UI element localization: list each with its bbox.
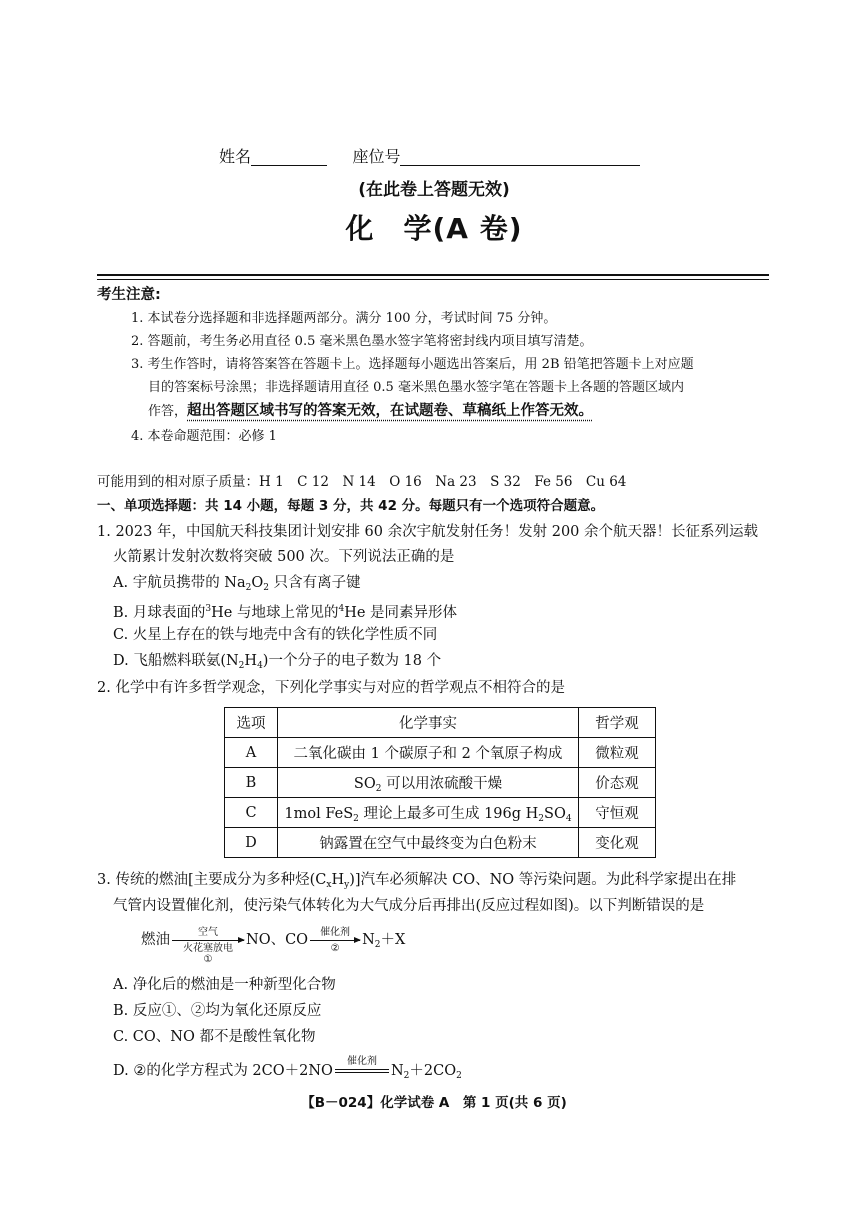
- table-cell: 二氧化碳由 1 个碳原子和 2 个氧原子构成: [278, 738, 579, 768]
- table-cell: 变化观: [579, 828, 656, 858]
- cell-sub: 2: [353, 813, 359, 824]
- equation-catalyst: 催化剂: [346, 1056, 377, 1067]
- cell-text: SO: [544, 805, 566, 822]
- q1-a-post: 只含有离子键: [269, 575, 361, 591]
- q3-stem-line1: [97, 871, 736, 894]
- q1-d-post: )一个分子的电子数为 18 个: [262, 653, 442, 669]
- q3-d-co-sub: 2: [456, 1071, 462, 1081]
- q1-a-sub2: 2: [263, 583, 269, 593]
- q1-option-b: [113, 600, 457, 622]
- equals-icon: [335, 1056, 389, 1073]
- seat-blank: [400, 151, 640, 166]
- cell-text: 1mol FeS: [284, 805, 354, 822]
- q1-b-post: He 是同素异形体: [344, 605, 458, 621]
- q3-option-c: C. CO、NO 都不是酸性氧化物: [113, 1029, 316, 1045]
- notice-warning: 超出答题区域书写的答案无效，在试题卷、草稿纸上作答无效。: [187, 403, 594, 419]
- q3-option-d: [113, 1056, 462, 1085]
- arrow-1-bottom: [172, 943, 244, 965]
- seat-label: 座位号: [352, 147, 401, 166]
- q3-stem-text: 3. 传统的燃油[主要成分为多种烃(C: [97, 872, 327, 888]
- table-cell: A: [225, 738, 278, 768]
- table-cell: 价态观: [579, 768, 656, 798]
- table-cell: 微粒观: [579, 738, 656, 768]
- q3-d-text: D. ②的化学方程式为 2CO＋2NO: [113, 1063, 333, 1079]
- q1-option-c: C. 火星上存在的铁与地壳中含有的铁化学性质不同: [113, 627, 438, 643]
- q3-stem-post: )]汽车必须解决 CO、NO 等污染问题。为此科学家提出在排: [349, 872, 737, 888]
- notice-item-3-cont: 目的答案标号涂黑；非选择题请用直径 0.5 毫米黑色墨水签字笔在答题卡上各题的答题区域内: [148, 380, 684, 395]
- cell-text: 可以用浓硫酸干燥: [381, 775, 503, 792]
- header-rule-thick: [97, 274, 769, 276]
- notice-item-4: 4. 本卷命题范围：必修 1: [131, 429, 277, 444]
- scheme-product-post: ＋X: [380, 932, 406, 948]
- q1-b-mid: He 与地球上常见的: [211, 605, 339, 621]
- q3-sub-x: x: [326, 880, 332, 890]
- q1-stem-line2: 火箭累计发射次数将突破 500 次。下列说法正确的是: [113, 549, 455, 565]
- table-cell: [278, 768, 579, 798]
- q1-a-text: A. 宇航员携带的 Na: [113, 575, 246, 591]
- notice-item-3-end: [148, 402, 593, 421]
- cell-text: SO: [353, 775, 376, 792]
- table-header: 选项: [225, 708, 278, 738]
- table-row: [225, 828, 656, 858]
- q1-b-sup1: 3: [205, 604, 212, 614]
- atomic-mass-line: 可能用到的相对原子质量：H 1 C 12 N 14 O 16 Na 23 S 32 Fe 56 Cu 64: [97, 474, 627, 490]
- q1-stem-line1: 1. 2023 年，中国航天科技集团计划安排 60 余次宇航发射任务！发射 200 余个航天器！长征系列运载: [97, 524, 759, 540]
- reaction-scheme: [141, 926, 406, 965]
- table-row: [225, 768, 656, 798]
- q2-stem: 2. 化学中有许多哲学观念，下列化学事实与对应的哲学观点不相符合的是: [97, 680, 565, 696]
- section-heading: 一、单项选择题：共 14 小题，每题 3 分，共 42 分。每题只有一个选项符合题意。: [97, 498, 605, 514]
- table-header-row: [225, 708, 656, 738]
- no-answer-note: (在此卷上答题无效): [358, 180, 510, 200]
- arrow-2-icon: [310, 926, 360, 954]
- q1-option-d: [113, 652, 441, 675]
- q1-option-a: [113, 574, 361, 597]
- q1-d-mid: H: [244, 653, 258, 669]
- q3-d-n-sub: 2: [403, 1071, 410, 1081]
- table-row: [225, 738, 656, 768]
- table-cell: B: [225, 768, 278, 798]
- q3-option-b: B. 反应①、②均为氧化还原反应: [113, 1003, 322, 1019]
- arrow-2-top: 催化剂: [320, 926, 351, 938]
- table-cell: C: [225, 798, 278, 828]
- scheme-mid: NO、CO: [246, 932, 309, 948]
- table-cell: 钠露置在空气中最终变为白色粉末: [278, 828, 579, 858]
- arrow-2-num: ②: [330, 942, 340, 954]
- page-title: 化 学(A 卷): [345, 212, 523, 245]
- q3-d-n: N: [390, 1063, 404, 1079]
- q3-option-a: A. 净化后的燃油是一种新型化合物: [113, 977, 336, 993]
- cell-text: 理论上最多可生成 196g H: [358, 805, 539, 822]
- table-cell: [278, 798, 579, 828]
- name-blank: [251, 151, 327, 166]
- arrow-1-icon: [172, 926, 244, 965]
- header-rule-thin: [97, 279, 769, 280]
- q1-d-text: D. 飞船燃料联氨(N: [113, 653, 239, 669]
- notice-item-1: 1. 本试卷分选择题和非选择题两部分。满分 100 分，考试时间 75 分钟。: [131, 311, 557, 326]
- notice-item-3-prefix: 作答，: [148, 404, 188, 419]
- table-cell: 守恒观: [579, 798, 656, 828]
- q3-d-plus: ＋2CO: [409, 1063, 457, 1079]
- scheme-product-sub: 2: [374, 940, 381, 950]
- cell-sub: 2: [538, 813, 545, 824]
- q1-a-sub1: 2: [245, 583, 252, 593]
- arrow-1-num: ①: [203, 953, 213, 965]
- table-cell: D: [225, 828, 278, 858]
- q3-sub-y: y: [344, 880, 350, 890]
- name-field: [219, 148, 640, 166]
- q3-stem-line2: 气管内设置催化剂，使污染气体转化为大气成分后再排出(反应过程如图)。以下判断错误的是: [113, 898, 705, 914]
- q1-b-text: B. 月球表面的: [113, 605, 206, 621]
- notice-item-3: 3. 考生作答时，请将答案答在答题卡上。选择题每小题选出答案后，用 2B 铅笔把答题卡上对应题: [131, 357, 694, 372]
- arrow-1-top: 空气: [198, 926, 218, 938]
- cell-sub: 2: [375, 783, 382, 794]
- q2-table: [224, 707, 656, 858]
- name-label: 姓名: [219, 147, 252, 166]
- page-footer: 【B－024】化学试卷 A 第 1 页(共 6 页): [301, 1095, 567, 1111]
- notice-item-2: 2. 答题前，考生务必用直径 0.5 毫米黑色墨水签字笔将密封线内项目填写清楚。: [131, 334, 593, 349]
- q1-b-sup2: 4: [338, 604, 345, 614]
- q1-d-sub2: 4: [257, 661, 263, 671]
- notice-heading: 考生注意:: [97, 287, 161, 303]
- scheme-fuel: 燃油: [141, 932, 170, 948]
- table-header: 哲学观: [579, 708, 656, 738]
- scheme-product: N: [362, 932, 375, 948]
- table-row: [225, 798, 656, 828]
- q1-d-sub1: 2: [238, 661, 245, 671]
- arrow-1-condition: 火花塞放电: [183, 942, 233, 954]
- q3-stem-h: H: [331, 872, 345, 888]
- cell-sub: 4: [565, 813, 572, 824]
- table-header: 化学事实: [278, 708, 579, 738]
- q1-a-mid: O: [251, 575, 264, 591]
